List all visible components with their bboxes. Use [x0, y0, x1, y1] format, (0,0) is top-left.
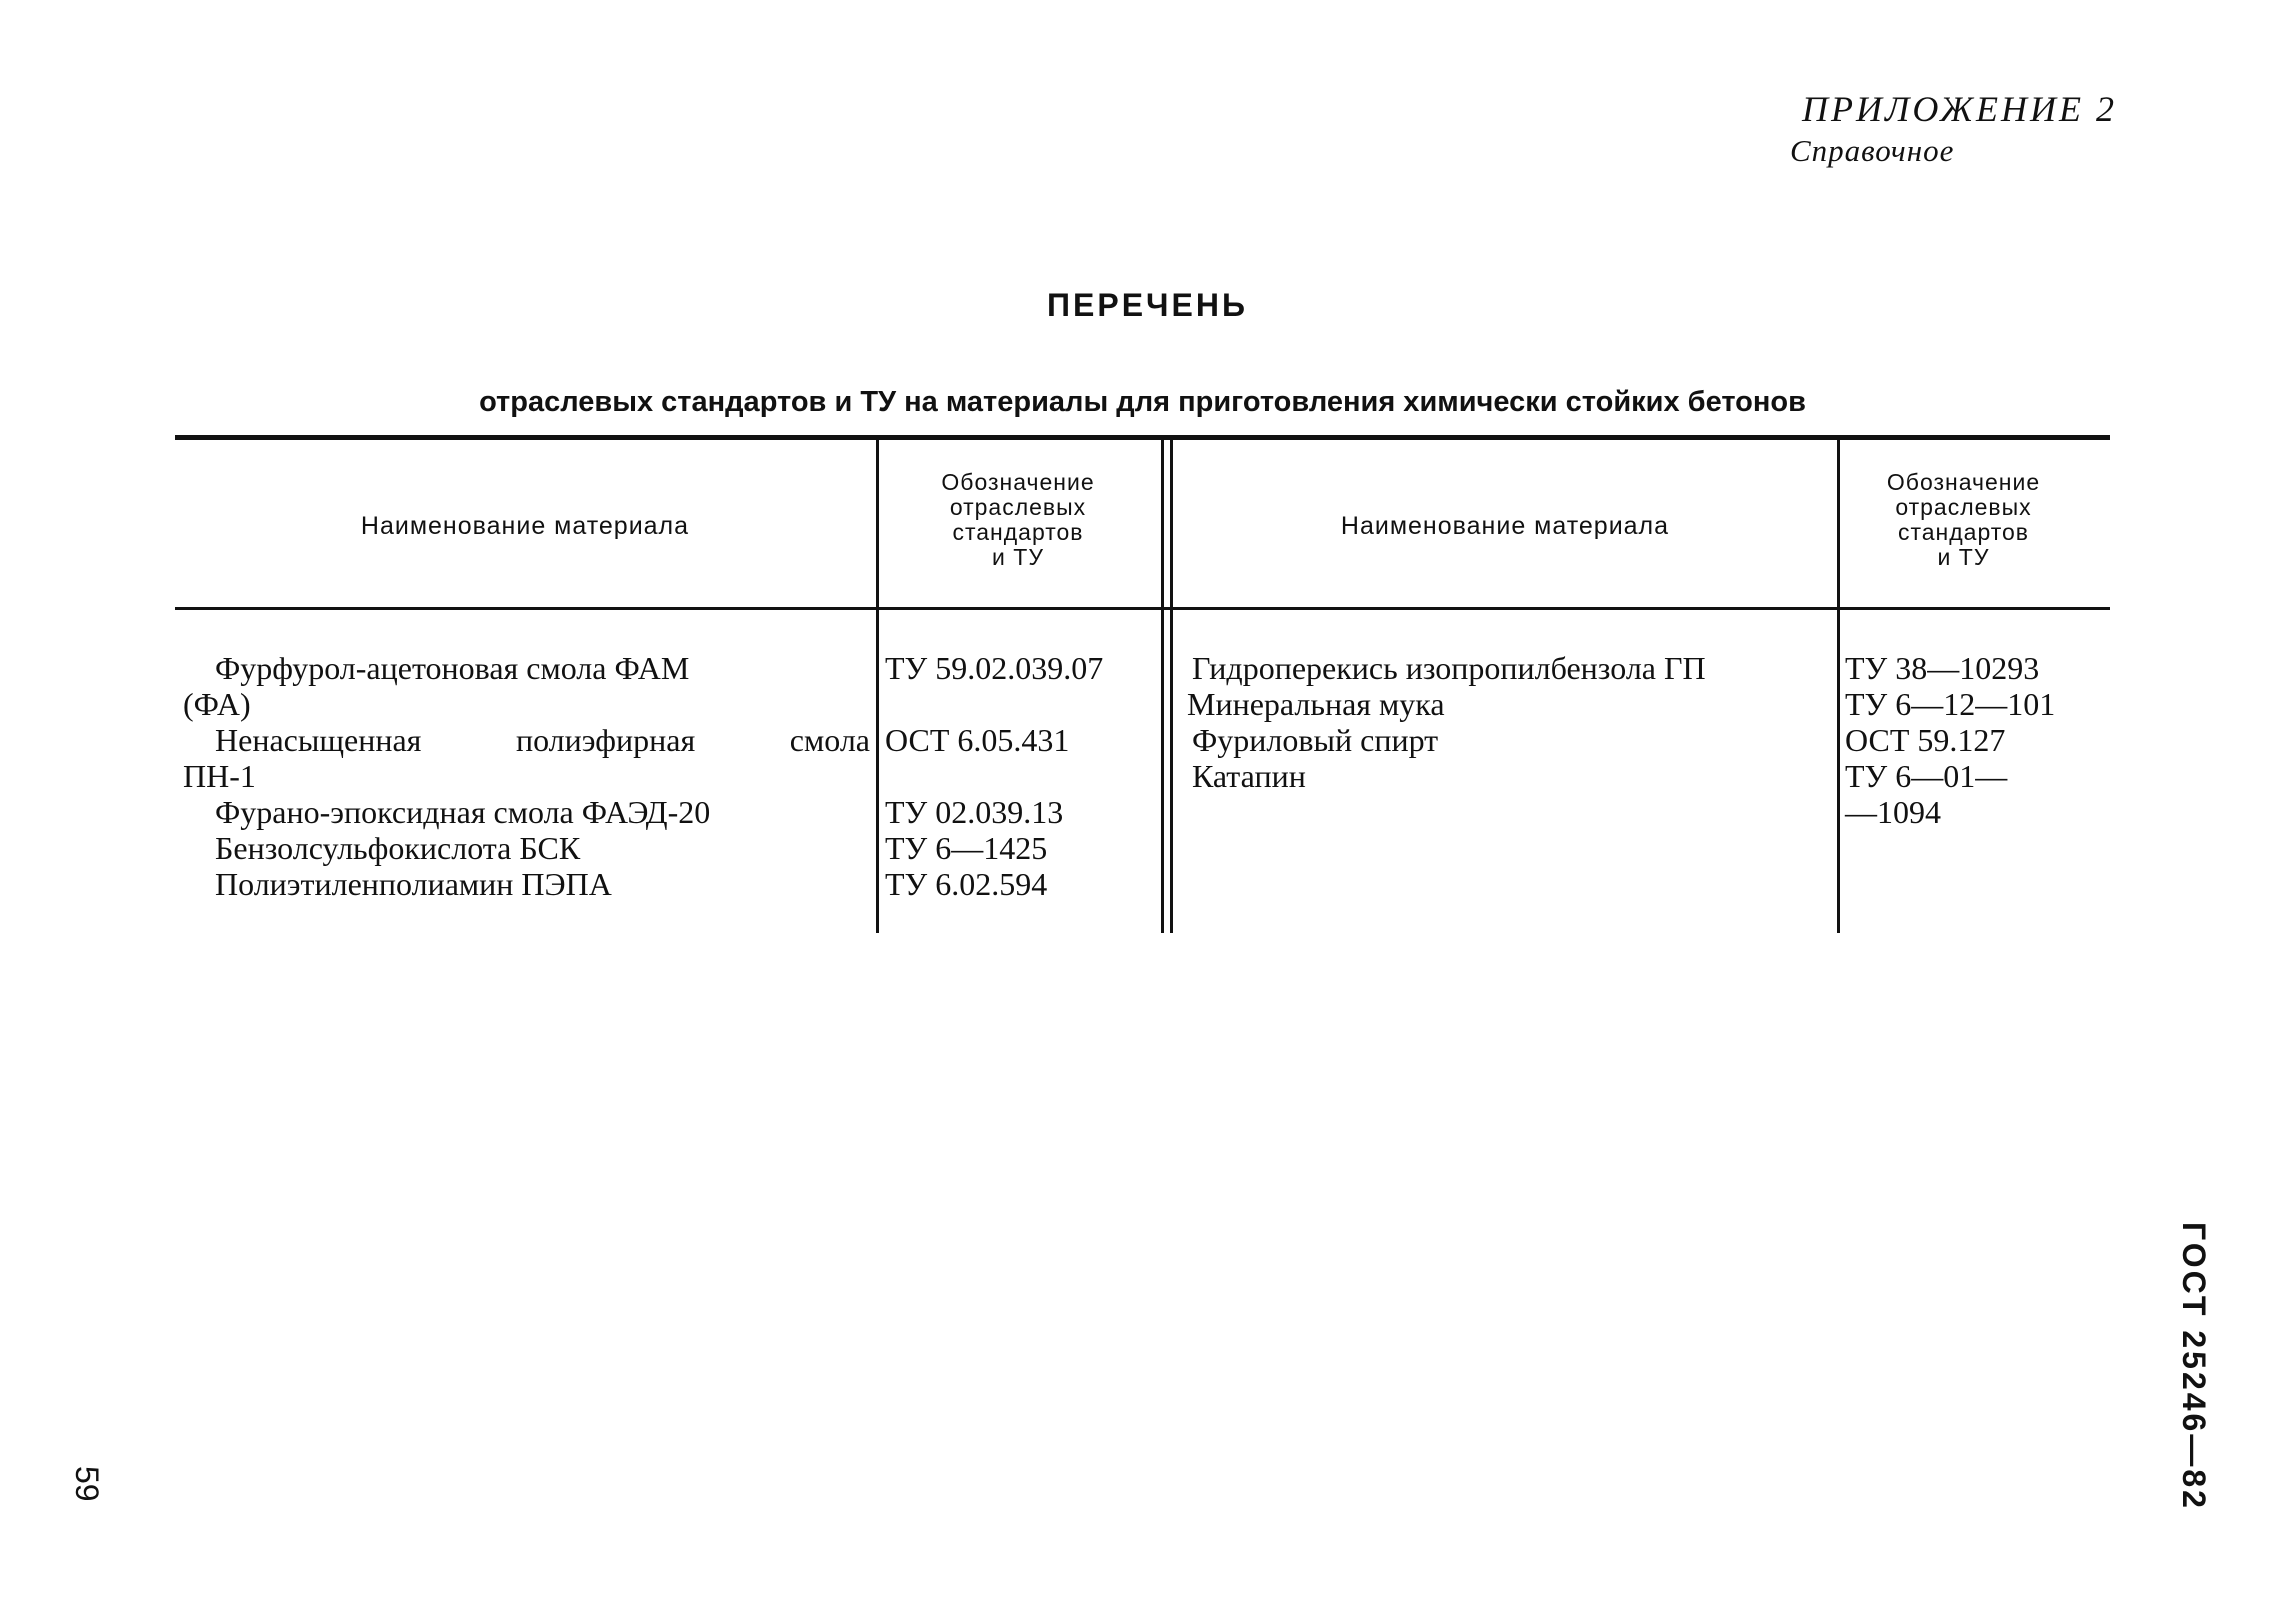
material-name: Гидроперекись изопропилбензола ГП [1192, 650, 1706, 686]
document-title: ПЕРЕЧЕНЬ [1047, 287, 1248, 323]
material-name-continuation: (ФА) [183, 686, 251, 722]
header-material-name-left: Наименование материала [360, 512, 690, 540]
header-line: стандартов [1897, 519, 2030, 545]
material-name: Фурфурол-ацетоновая смола ФАМ [215, 650, 690, 686]
column-divider [1837, 440, 1840, 933]
standard-code-continuation: —1094 [1845, 794, 1941, 830]
header-line: и ТУ [1937, 544, 1990, 570]
standard-code: ОСТ 59.127 [1845, 722, 2006, 758]
gost-code: ГОСТ 25246—82 [2176, 1222, 2212, 1511]
table-header-rule [175, 607, 2110, 610]
header-line: Обозначение [941, 469, 1095, 495]
standard-code: ОСТ 6.05.431 [885, 722, 1070, 758]
material-name-word: смола [789, 722, 870, 758]
material-name [215, 722, 870, 758]
header-line: и ТУ [992, 544, 1044, 570]
column-divider-double-a [1161, 440, 1164, 933]
material-name-continuation: ПН-1 [183, 758, 256, 794]
column-divider [876, 440, 879, 933]
standard-code: ТУ 02.039.13 [885, 794, 1064, 830]
header-standard-code-right [1851, 470, 2076, 570]
header-line: отраслевых [949, 494, 1087, 520]
material-name: Минеральная мука [1187, 686, 1445, 722]
material-name-word: Ненасыщенная [215, 722, 422, 758]
material-name: Полиэтиленполиамин ПЭПА [215, 866, 612, 902]
material-name: Катапин [1192, 758, 1306, 794]
standard-code: ТУ 38—10293 [1845, 650, 2040, 686]
header-line: Обозначение [1886, 469, 2041, 495]
standard-code: ТУ 6—01— [1845, 758, 2008, 794]
appendix-label: ПРИЛОЖЕНИЕ 2 [1802, 89, 2117, 129]
standard-code: ТУ 6—1425 [885, 830, 1048, 866]
document-subtitle: отраслевых стандартов и ТУ на материалы для приготовления химически стойких бетонов [479, 386, 1806, 418]
material-name: Фурано-эпоксидная смола ФАЭД-20 [215, 794, 711, 830]
column-divider-double-b [1170, 440, 1173, 933]
table-top-rule [175, 435, 2110, 440]
standard-code: ТУ 59.02.039.07 [885, 650, 1104, 686]
appendix-kind: Справочное [1790, 133, 1955, 168]
material-name-word: полиэфирная [515, 722, 696, 758]
header-line: стандартов [952, 519, 1084, 545]
material-name: Бензолсульфокислота БСК [215, 830, 581, 866]
standard-code: ТУ 6.02.594 [885, 866, 1048, 902]
standard-code: ТУ 6—12—101 [1845, 686, 2056, 722]
material-name: Фуриловый спирт [1192, 722, 1439, 758]
header-line: отраслевых [1895, 494, 2032, 520]
header-standard-code-left [893, 470, 1143, 570]
header-material-name-right: Наименование материала [1340, 512, 1670, 540]
page-number: 59 [69, 1466, 105, 1502]
